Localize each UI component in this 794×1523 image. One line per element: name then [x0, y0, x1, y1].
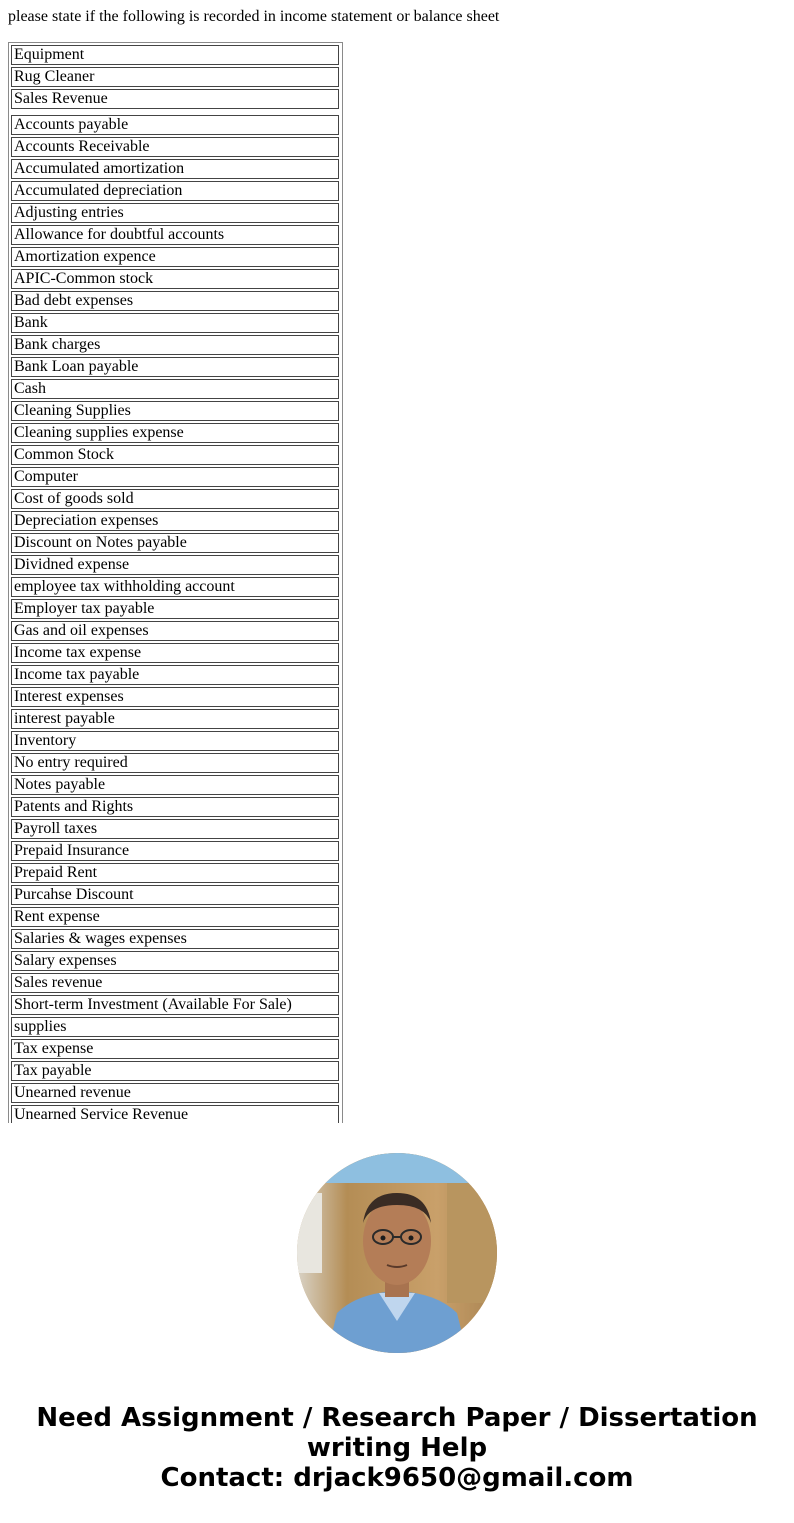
table-row: Purcahse Discount	[11, 885, 339, 905]
table-row: Amortization expence	[11, 247, 339, 267]
table-row: Unearned revenue	[11, 1083, 339, 1103]
table-row: supplies	[11, 1017, 339, 1037]
question-text: please state if the following is recorded in income statement or balance sheet	[8, 8, 500, 25]
table-row: Interest expenses	[11, 687, 339, 707]
table-row: Unearned Service Revenue	[11, 1105, 339, 1123]
table-row: interest payable	[11, 709, 339, 729]
table-row: Accumulated amortization	[11, 159, 339, 179]
person-portrait-icon	[297, 1153, 497, 1353]
table-row: Salary expenses	[11, 951, 339, 971]
table-row: Sales Revenue	[11, 89, 339, 109]
table-row: Sales revenue	[11, 973, 339, 993]
table-row: Income tax payable	[11, 665, 339, 685]
promo-contact: Contact: drjack9650@gmail.com	[160, 1463, 634, 1493]
table-row: Inventory	[11, 731, 339, 751]
promo-banner	[0, 1403, 794, 1493]
table-row: Bad debt expenses	[11, 291, 339, 311]
table-row: Dividned expense	[11, 555, 339, 575]
table-row: Common Stock	[11, 445, 339, 465]
table-row: Computer	[11, 467, 339, 487]
table-row: Tax payable	[11, 1061, 339, 1081]
table-row: Cleaning supplies expense	[11, 423, 339, 443]
promo-line: Need Assignment / Research Paper / Dissertation	[36, 1403, 758, 1433]
table-row: Cleaning Supplies	[11, 401, 339, 421]
accounts-table	[8, 42, 343, 1123]
table-row: Accounts payable	[11, 115, 339, 135]
author-photo	[297, 1153, 497, 1353]
table-row: Prepaid Rent	[11, 863, 339, 883]
table-row: Accounts Receivable	[11, 137, 339, 157]
table-row: Bank	[11, 313, 339, 333]
table-row: Rug Cleaner	[11, 67, 339, 87]
table-row: Tax expense	[11, 1039, 339, 1059]
table-row: employee tax withholding account	[11, 577, 339, 597]
promo-line: writing Help	[306, 1433, 488, 1463]
table-row: Cash	[11, 379, 339, 399]
table-row: No entry required	[11, 753, 339, 773]
table-row: Salaries & wages expenses	[11, 929, 339, 949]
table-row: Income tax expense	[11, 643, 339, 663]
table-row: Bank charges	[11, 335, 339, 355]
table-row: Allowance for doubtful accounts	[11, 225, 339, 245]
table-row: Discount on Notes payable	[11, 533, 339, 553]
table-row: Depreciation expenses	[11, 511, 339, 531]
table-row: Gas and oil expenses	[11, 621, 339, 641]
table-row: Bank Loan payable	[11, 357, 339, 377]
table-row: Payroll taxes	[11, 819, 339, 839]
table-row: Cost of goods sold	[11, 489, 339, 509]
table-row: Accumulated depreciation	[11, 181, 339, 201]
table-row: Adjusting entries	[11, 203, 339, 223]
table-row: Notes payable	[11, 775, 339, 795]
table-row: Employer tax payable	[11, 599, 339, 619]
table-row: Prepaid Insurance	[11, 841, 339, 861]
table-row: Short-term Investment (Available For Sale)	[11, 995, 339, 1015]
table-row: APIC-Common stock	[11, 269, 339, 289]
table-row: Rent expense	[11, 907, 339, 927]
table-row: Patents and Rights	[11, 797, 339, 817]
table-row: Equipment	[11, 45, 339, 65]
